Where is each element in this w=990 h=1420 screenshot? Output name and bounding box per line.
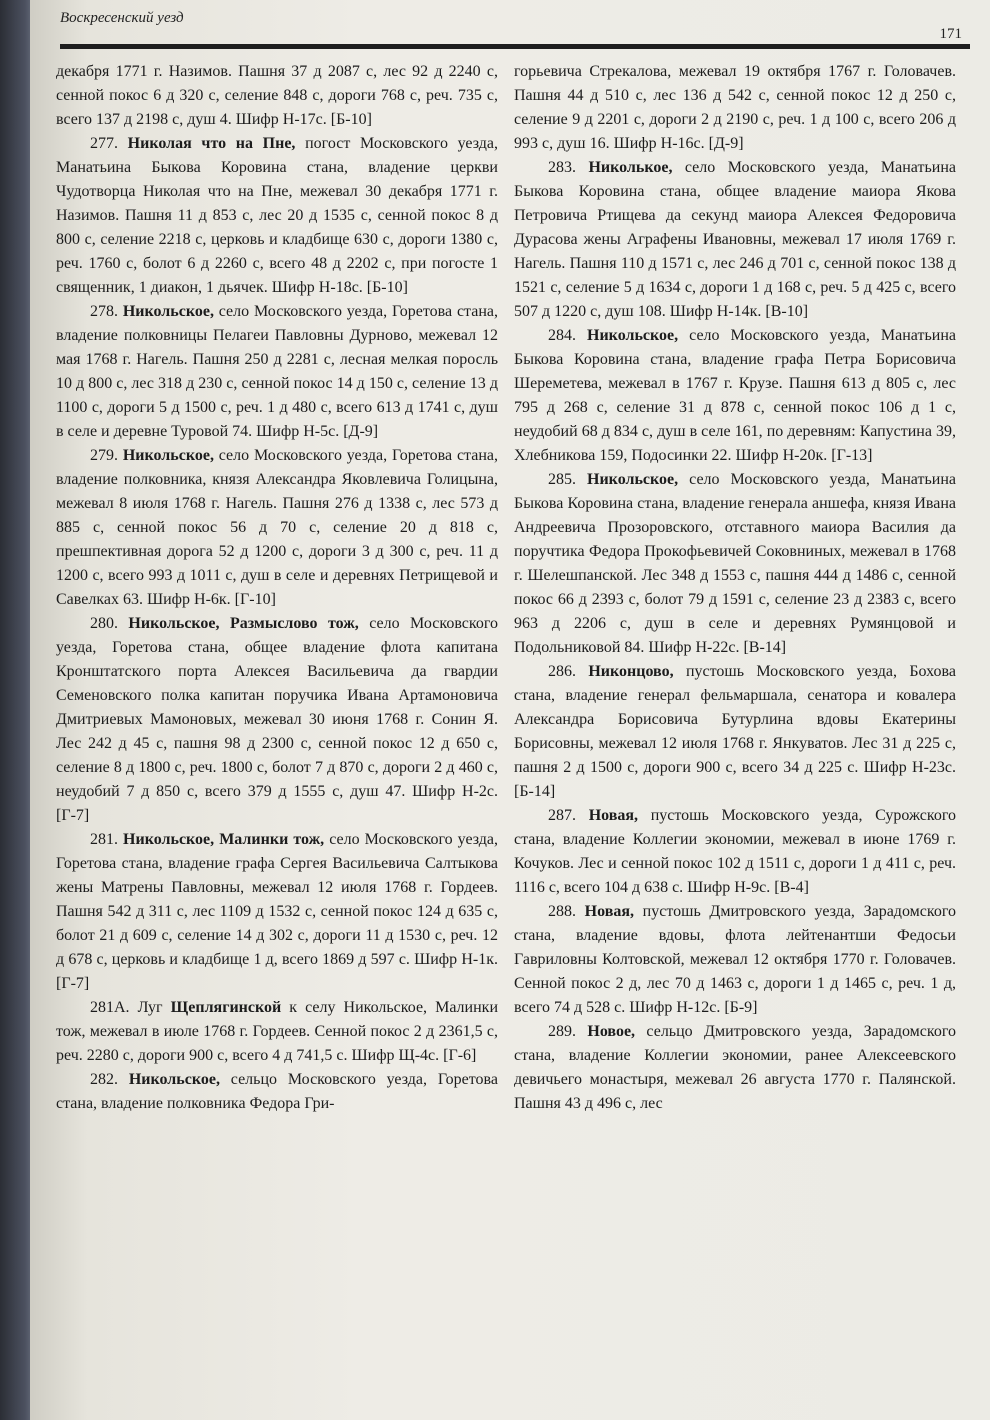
entry-continuation: горьевича Стрекалова, межевал 19 октября 1767 г. Головачев. Пашня 44 д 510 с, лес 136 д 542 с, сенной покос 12 д 250 с, селение 9 д 2201 с, дороги 2 д 2190 с, реч. 1 д 100 с, всего 206 д 993 с, душ 16. Шифр Н-16с. [Д-9] [514, 63, 956, 152]
entry-name: Никольское, [587, 327, 679, 344]
right-column [514, 60, 956, 1116]
entry-284: 284. Никольское, село Московского уезда, Манатьина Быкова Коровина стана, владение графа Петра Борисовича Шереметева, межевал в 1767 г. Крузе. Пашня 613 д 805 с, лес 795 д 268 с, селение 31 д 878 с, сенной покос 106 д 1 с, неудобий 68 д 834 с, душ в селе 161, по деревням: Капустина 39, Хлебникова 159, Подосинки 22. Шифр Н-20к. [Г-13] [514, 327, 956, 464]
entry-285: 285. Никольское, село Московского уезда, Манатьина Быкова Коровина стана, владение генерала аншефа, князя Ивана Андреевича Прозоровского, отставного маиора Василия да поручтика Федора Прокофьевичей Соковниных, межевал в 1768 г. Шелешпанской. Лес 348 д 1553 с, пашня 444 д 1486 с, сенной покос 66 д 2393 с, болот 79 д 1591 с, селение 23 д 2383 с, всего 963 д 2206 с, душ в селе и деревнях Румянцовой и Подольниковой 84. Шифр Н-22с. [В-14] [514, 471, 956, 656]
header-rule [60, 44, 970, 49]
entry-name: Никольское, [122, 447, 214, 464]
entry-name: Новая, [584, 903, 635, 920]
entry-283: 283. Николькое, село Московского уезда, Манатьина Быкова Коровина стана, общее владение маиора Якова Петровича Ртищева да секунд маиора Алексея Федоровича Дурасова жены Аграфены Ивановны, межевал 17 июля 1769 г. Нагель. Пашня 110 д 1571 с, лес 246 д 701 с, сенной покос 138 д 1521 с, селение 5 д 1634 с, дороги 1 д 168 с, реч. 5 д 425 с, всего 507 д 1220 с, душ 108. Шифр Н-14к. [В-10] [514, 159, 957, 320]
entry-278: 278. Никольское, село Московского уезда, Горетова стана, владение полковницы Пелагеи Павловны Дурново, межевал 12 мая 1768 г. Нагель. Пашня 250 д 2281 с, лесная мелкая поросль 10 д 800 с, лес 318 д 230 с, сенной покос 14 д 150 с, селение 13 д 1100 с, дороги 5 д 1500 с, реч. 1 д 480 с, всего 613 д 1741 с, душ в селе и деревне Туровой 74. Шифр Н-5с. [Д-9] [56, 303, 498, 440]
left-column [56, 60, 498, 1116]
entry-continuation: декабря 1771 г. Назимов. Пашня 37 д 2087 с, лес 92 д 2240 с, сенной покос 6 д 320 с, селение 848 с, дороги 768 с, реч. 735 с, всего 137 д 2198 с, душ 4. Шифр Н-17с. [Б-10] [56, 63, 498, 128]
entry-name: Никольское, [122, 303, 214, 320]
entry-name: Николая что на Пне, [127, 135, 296, 152]
running-head: Воскресенский уезд [60, 10, 184, 26]
book-page [30, 0, 990, 1420]
entry-279: 279. Никольское, село Московского уезда, Горетова стана, владение полковника, князя Александра Яковлевича Голицына, межевал 8 июля 1768 г. Нагель. Пашня 276 д 1338 с, лес 573 д 885 с, сенной покос 56 д 70 с, селение 20 д 818 с, прешпективная дорога 52 д 1200 с, дороги 3 д 300 с, реч. 11 д 1200 с, всего 993 д 1011 с, душ в селе и деревнях Петрищевой и Савелках 63. Шифр Н-6к. [Г-10] [56, 447, 498, 608]
entry-277: 277. Николая что на Пне, погост Московского уезда, Манатьина Быкова Коровина стана, владение церкви Чудотворца Николая что на Пне, межевал 30 декабря 1771 г. Назимов. Пашня 11 д 853 с, лес 20 д 1535 с, сенной покос 8 д 800 с, селение 2218 с, церковь и кладбище 630 с, дороги 1380 с, реч. 1760 с, болот 6 д 2260 с, всего 48 д 2202 с, при погосте 1 священник, 1 диакон, 1 дьячек. Шифр Н-18с. [Б-10] [56, 135, 499, 296]
entry-282: 282. Никольское, сельцо Московского уезда, Горетова стана, владение полковника Федора Гри- [56, 1071, 498, 1112]
entry-name: Никольское, Малинки тож, [123, 831, 325, 848]
entry-281: 281. Никольское, Малинки тож, село Московского уезда, Горетова стана, владение графа Сергея Васильевича Салтыкова жены Матрены Павловны, межевал 12 июля 1768 г. Гордеев. Пашня 542 д 311 с, лес 1109 д 1532 с, сенной покос 124 д 635 с, болот 21 д 609 с, селение 14 д 302 с, дороги 11 д 1530 с, реч. 12 д 678 с, церковь и кладбище 1 д, всего 1869 д 597 с. Шифр Н-1к. [Г-7] [56, 831, 499, 992]
entry-286: 286. Никонцово, пустошь Московского уезда, Бохова стана, владение генерал фельмаршала, сенатора и ковалера Александра Борисовича Бутурлина вдовы Екатерины Борисовны, межевал 12 июля 1768 г. Янкуватов. Лес 31 д 225 с, пашня 2 д 1500 с, дороги 900 с, всего 34 д 225 с. Шифр Н-23с. [Б-14] [514, 663, 956, 800]
page-number: 171 [939, 26, 962, 42]
entry-name: Никольское, [128, 1071, 220, 1088]
entry-name: Новое, [587, 1023, 636, 1040]
entry-name: Новая, [588, 807, 639, 824]
entry-281a: 281А. Луг Щеплягинской к селу Никольское, Малинки тож, межевал в июле 1768 г. Гордеев. Сенной покос 2 д 2361,5 с, реч. 2280 с, дороги 900 с, всего 4 д 741,5 с. Шифр Щ-4с. [Г-6] [56, 999, 498, 1064]
entry-name: Никольское, [587, 471, 679, 488]
entry-287: 287. Новая, пустошь Московского уезда, Сурожского стана, владение Коллегии экономии, межевал в июне 1769 г. Кочуков. Лес и сенной покос 102 д 1511 с, дороги 1 д 411 с, реч. 1116 с, всего 104 д 638 с. Шифр Н-9с. [В-4] [514, 807, 957, 896]
entry-name: Николькое, [588, 159, 673, 176]
entry-289: 289. Новое, сельцо Дмитровского уезда, Зарадомского стана, владение Коллегии экономии, ранее Алексеевского девичьего монастыря, межевал 26 августа 1770 г. Палянской. Пашня 43 д 496 с, лес [514, 1023, 957, 1112]
entry-name: Никольское, Размыслово тож, [128, 615, 359, 632]
entry-name: Никонцово, [588, 663, 674, 680]
entry-288: 288. Новая, пустошь Дмитровского уезда, Зарадомского стана, владение вдовы, флота лейтенантши Федосьи Гавриловны Колтовской, межевал 12 октября 1770 г. Головачев. Сенной покос 2 д, лес 70 д 1463 с, дороги 1 д 1465 с, реч. 1 д, всего 74 д 528 с. Шифр Н-12с. [Б-9] [514, 903, 956, 1016]
entry-name: Щеплягинской [170, 999, 282, 1016]
entry-280: 280. Никольское, Размыслово тож, село Московского уезда, Горетова стана, общее владение флота капитана Кронштатского порта Алексея Васильевича да гвардии Семеновского полка капитан поручика Ивана Артамоновича Дмитриевых Мамоновых, межевал 30 июня 1768 г. Сонин Я. Лес 242 д 45 с, пашня 98 д 2300 с, сенной покос 12 д 650 с, селение 8 д 1800 с, реч. 1800 с, болот 7 д 870 с, дороги 2 д 460 с, неудобий 7 д 850 с, всего 379 д 1555 с, душ 47. Шифр Н-2с. [Г-7] [56, 615, 499, 824]
